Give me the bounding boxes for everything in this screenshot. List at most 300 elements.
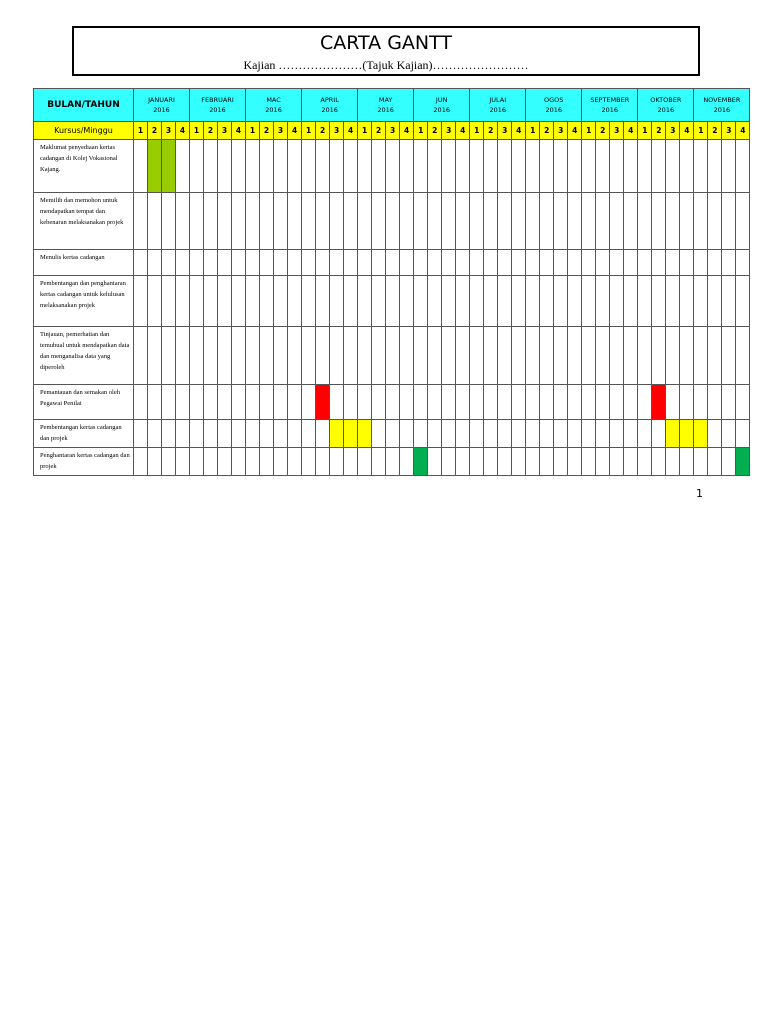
week-cell [372, 420, 386, 448]
month-name: NOVEMBER [703, 96, 741, 104]
task-name: Tinjauan, pemerhatian dan temubual untuk mendapatkan data dan menganalisa data yang diperoleh [34, 327, 134, 385]
week-cell [400, 327, 414, 385]
week-number: 4 [680, 122, 694, 140]
week-number: 1 [526, 122, 540, 140]
week-cell [162, 276, 176, 327]
task-name: Pembentangan kertas cadangan dan projek [34, 420, 134, 448]
week-cell [302, 140, 316, 193]
week-cell [554, 327, 568, 385]
week-cell [274, 420, 288, 448]
week-number: 1 [694, 122, 708, 140]
week-cell [582, 385, 596, 420]
week-number: 3 [610, 122, 624, 140]
week-cell [148, 448, 162, 476]
week-cell [246, 250, 260, 276]
week-cell [414, 276, 428, 327]
week-number: 1 [134, 122, 148, 140]
week-cell [638, 448, 652, 476]
week-cell [372, 193, 386, 250]
week-cell [190, 140, 204, 193]
week-cell [554, 250, 568, 276]
week-cell [274, 327, 288, 385]
task-name: Penghantaran kertas cadangan dan projek [34, 448, 134, 476]
week-cell [190, 193, 204, 250]
month-header [526, 89, 582, 122]
week-cell [694, 327, 708, 385]
week-cell [218, 385, 232, 420]
week-number: 2 [148, 122, 162, 140]
week-cell [176, 327, 190, 385]
week-cell [498, 276, 512, 327]
week-cell [568, 448, 582, 476]
week-cell [162, 448, 176, 476]
task-name: Maklumat penyediaan kertas cadangan di Kolej Vokasional Kajang. [34, 140, 134, 193]
task-row [34, 140, 750, 193]
gantt-bar-cell [736, 448, 750, 476]
week-cell [582, 448, 596, 476]
week-cell [568, 276, 582, 327]
week-cell [330, 327, 344, 385]
week-cell [582, 276, 596, 327]
week-cell [302, 385, 316, 420]
week-cell [484, 140, 498, 193]
week-cell [736, 276, 750, 327]
week-cell [134, 140, 148, 193]
week-number: 4 [288, 122, 302, 140]
week-cell [232, 250, 246, 276]
week-number: 2 [204, 122, 218, 140]
week-cell [526, 276, 540, 327]
week-cell [470, 448, 484, 476]
week-cell [652, 193, 666, 250]
week-cell [316, 193, 330, 250]
week-cell [722, 250, 736, 276]
week-cell [568, 420, 582, 448]
week-number: 3 [274, 122, 288, 140]
week-cell [386, 448, 400, 476]
week-cell [624, 140, 638, 193]
week-cell [638, 140, 652, 193]
week-cell [442, 193, 456, 250]
week-cell [498, 327, 512, 385]
week-cell [484, 420, 498, 448]
week-cell [358, 250, 372, 276]
week-cell [218, 448, 232, 476]
week-cell [582, 420, 596, 448]
week-cell [694, 385, 708, 420]
week-cell [358, 276, 372, 327]
week-cell [680, 250, 694, 276]
week-cell [582, 327, 596, 385]
week-cell [372, 385, 386, 420]
month-name: SEPTEMBER [590, 96, 630, 104]
month-name: OKTOBER [650, 96, 682, 104]
gantt-bar-cell [680, 420, 694, 448]
week-cell [694, 250, 708, 276]
week-cell [624, 327, 638, 385]
week-cell [638, 193, 652, 250]
week-cell [176, 193, 190, 250]
week-cell [498, 385, 512, 420]
week-cell [666, 385, 680, 420]
week-cell [260, 276, 274, 327]
week-cell [274, 448, 288, 476]
week-cell [596, 448, 610, 476]
week-cell [610, 250, 624, 276]
month-header [190, 89, 246, 122]
week-cell [484, 327, 498, 385]
week-cell [568, 193, 582, 250]
week-cell [386, 140, 400, 193]
week-number: 4 [456, 122, 470, 140]
week-cell [512, 448, 526, 476]
title-box [72, 26, 700, 76]
week-number: 4 [344, 122, 358, 140]
week-cell [204, 327, 218, 385]
week-cell [414, 327, 428, 385]
week-cell [372, 327, 386, 385]
week-cell [638, 276, 652, 327]
week-number: 4 [512, 122, 526, 140]
gantt-table [33, 88, 750, 476]
week-cell [400, 250, 414, 276]
gantt-bar-cell [330, 420, 344, 448]
week-cell [428, 276, 442, 327]
week-cell [414, 385, 428, 420]
week-number: 1 [414, 122, 428, 140]
week-cell [638, 327, 652, 385]
week-cell [428, 327, 442, 385]
week-cell [582, 193, 596, 250]
week-cell [288, 327, 302, 385]
week-number: 2 [652, 122, 666, 140]
week-cell [470, 276, 484, 327]
week-number: 2 [708, 122, 722, 140]
week-number: 1 [302, 122, 316, 140]
week-cell [190, 276, 204, 327]
week-cell [260, 420, 274, 448]
week-cell [288, 420, 302, 448]
week-cell [498, 250, 512, 276]
month-header [358, 89, 414, 122]
week-cell [288, 250, 302, 276]
week-cell [624, 385, 638, 420]
week-number: 3 [554, 122, 568, 140]
week-cell [330, 140, 344, 193]
week-cell [512, 193, 526, 250]
week-cell [400, 193, 414, 250]
week-cell [512, 420, 526, 448]
week-cell [512, 276, 526, 327]
chart-title: CARTA GANTT [319, 32, 453, 54]
week-cell [610, 448, 624, 476]
week-cell [708, 448, 722, 476]
week-cell [274, 140, 288, 193]
week-cell [470, 250, 484, 276]
week-cell [596, 385, 610, 420]
week-cell [176, 276, 190, 327]
month-name: JULAI [489, 96, 507, 104]
week-cell [680, 193, 694, 250]
month-year: 2016 [265, 106, 282, 114]
week-number: 2 [596, 122, 610, 140]
week-cell [372, 250, 386, 276]
week-cell [652, 250, 666, 276]
week-cell [372, 140, 386, 193]
month-header [694, 89, 750, 122]
week-cell [204, 193, 218, 250]
week-cell [526, 448, 540, 476]
week-cell [526, 327, 540, 385]
gantt-bar-cell [694, 420, 708, 448]
week-cell [442, 250, 456, 276]
week-cell [722, 140, 736, 193]
week-cell [400, 420, 414, 448]
week-cell [162, 193, 176, 250]
header-month-year-label: BULAN/TAHUN [34, 89, 134, 122]
month-header [302, 89, 358, 122]
week-cell [596, 250, 610, 276]
week-cell [568, 327, 582, 385]
week-cell [736, 385, 750, 420]
week-cell [134, 420, 148, 448]
week-cell [302, 193, 316, 250]
week-cell [652, 448, 666, 476]
week-cell [624, 250, 638, 276]
month-name: MAY [378, 96, 393, 104]
week-cell [610, 327, 624, 385]
week-cell [204, 448, 218, 476]
week-cell [442, 385, 456, 420]
week-number: 3 [218, 122, 232, 140]
gantt-bar-cell [652, 385, 666, 420]
week-number: 1 [358, 122, 372, 140]
week-cell [484, 276, 498, 327]
task-name: Menulis kertas cadangan [34, 250, 134, 276]
week-cell [638, 420, 652, 448]
week-cell [400, 276, 414, 327]
week-number: 3 [498, 122, 512, 140]
week-cell [470, 385, 484, 420]
task-row [34, 193, 750, 250]
week-cell [722, 448, 736, 476]
month-year: 2016 [321, 106, 338, 114]
week-cell [288, 448, 302, 476]
week-cell [330, 250, 344, 276]
month-year: 2016 [601, 106, 619, 114]
week-cell [204, 276, 218, 327]
week-cell [344, 448, 358, 476]
week-cell [666, 448, 680, 476]
gantt-bar-cell [666, 420, 680, 448]
week-cell [274, 250, 288, 276]
week-cell [456, 193, 470, 250]
week-cell [302, 276, 316, 327]
week-cell [722, 276, 736, 327]
week-number: 2 [260, 122, 274, 140]
week-cell [260, 448, 274, 476]
week-cell [246, 420, 260, 448]
week-cell [344, 327, 358, 385]
week-number: 3 [666, 122, 680, 140]
week-cell [204, 250, 218, 276]
week-cell [526, 140, 540, 193]
week-cell [162, 327, 176, 385]
week-cell [484, 193, 498, 250]
task-name: Pembentangan dan penghantaran kertas cadangan untuk kelulusan melaksanakan projek [34, 276, 134, 327]
week-cell [190, 385, 204, 420]
week-cell [708, 276, 722, 327]
week-cell [414, 140, 428, 193]
week-cell [470, 327, 484, 385]
week-cell [232, 193, 246, 250]
week-cell [540, 327, 554, 385]
week-cell [358, 327, 372, 385]
week-cell [652, 327, 666, 385]
month-year: 2016 [209, 106, 226, 114]
week-cell [302, 420, 316, 448]
week-number: 3 [722, 122, 736, 140]
task-name: Pemantauan dan semakan oleh Pegawai Penilai [34, 385, 134, 420]
week-cell [288, 193, 302, 250]
week-cell [470, 140, 484, 193]
week-cell [316, 140, 330, 193]
week-number: 4 [232, 122, 246, 140]
week-cell [722, 193, 736, 250]
week-cell [386, 420, 400, 448]
week-cell [694, 448, 708, 476]
week-cell [218, 140, 232, 193]
week-cell [288, 385, 302, 420]
task-row [34, 385, 750, 420]
week-cell [540, 276, 554, 327]
week-cell [134, 327, 148, 385]
week-cell [330, 193, 344, 250]
week-cell [246, 385, 260, 420]
week-cell [442, 140, 456, 193]
week-cell [176, 420, 190, 448]
week-cell [442, 420, 456, 448]
task-row [34, 420, 750, 448]
week-cell [414, 420, 428, 448]
week-cell [666, 276, 680, 327]
week-cell [134, 276, 148, 327]
month-header [582, 89, 638, 122]
week-cell [680, 140, 694, 193]
week-cell [260, 140, 274, 193]
week-cell [680, 327, 694, 385]
month-name: APRIL [320, 96, 339, 104]
week-cell [596, 327, 610, 385]
week-cell [232, 140, 246, 193]
week-cell [218, 276, 232, 327]
week-cell [666, 193, 680, 250]
month-name: OGOS [544, 96, 564, 104]
week-cell [218, 420, 232, 448]
week-cell [246, 193, 260, 250]
week-cell [148, 420, 162, 448]
page-number: 1 [696, 487, 703, 500]
week-cell [134, 385, 148, 420]
week-cell [694, 140, 708, 193]
task-row [34, 448, 750, 476]
week-cell [694, 276, 708, 327]
week-number: 2 [316, 122, 330, 140]
week-cell [358, 385, 372, 420]
week-cell [736, 250, 750, 276]
week-cell [470, 193, 484, 250]
week-cell [610, 193, 624, 250]
week-cell [344, 276, 358, 327]
week-cell [274, 276, 288, 327]
week-cell [456, 420, 470, 448]
week-number: 4 [400, 122, 414, 140]
week-cell [498, 448, 512, 476]
week-cell [176, 140, 190, 193]
week-cell [708, 140, 722, 193]
month-year: 2016 [657, 106, 675, 114]
week-cell [694, 193, 708, 250]
week-number: 3 [162, 122, 176, 140]
week-cell [162, 385, 176, 420]
week-number: 4 [176, 122, 190, 140]
week-cell [148, 250, 162, 276]
week-cell [526, 420, 540, 448]
week-cell [526, 250, 540, 276]
week-cell [134, 250, 148, 276]
week-cell [554, 448, 568, 476]
week-cell [316, 420, 330, 448]
week-cell [680, 276, 694, 327]
month-header [470, 89, 526, 122]
week-cell [456, 140, 470, 193]
week-cell [498, 193, 512, 250]
week-cell [428, 140, 442, 193]
week-cell [456, 250, 470, 276]
week-cell [190, 327, 204, 385]
week-cell [610, 385, 624, 420]
week-cell [148, 276, 162, 327]
week-cell [428, 385, 442, 420]
week-cell [386, 276, 400, 327]
week-cell [526, 385, 540, 420]
week-cell [708, 327, 722, 385]
week-cell [708, 193, 722, 250]
week-cell [568, 140, 582, 193]
week-cell [302, 448, 316, 476]
week-cell [358, 448, 372, 476]
month-year: 2016 [377, 106, 394, 114]
week-number: 1 [582, 122, 596, 140]
task-row [34, 276, 750, 327]
week-cell [190, 448, 204, 476]
month-header [414, 89, 470, 122]
week-number: 1 [470, 122, 484, 140]
week-cell [456, 448, 470, 476]
week-cell [680, 448, 694, 476]
week-cell [484, 448, 498, 476]
week-cell [442, 448, 456, 476]
week-cell [134, 448, 148, 476]
week-cell [456, 385, 470, 420]
week-cell [190, 250, 204, 276]
week-cell [386, 385, 400, 420]
week-cell [512, 250, 526, 276]
week-cell [736, 140, 750, 193]
week-cell [596, 276, 610, 327]
week-cell [260, 250, 274, 276]
week-cell [456, 327, 470, 385]
